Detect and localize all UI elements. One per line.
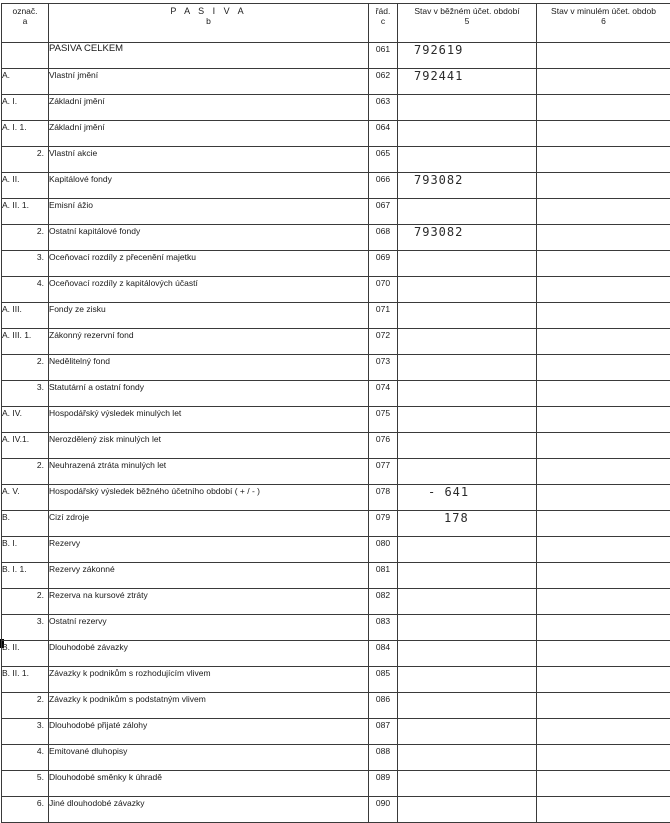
header-col-6-label: Stav v minulém účet. obdob — [537, 6, 670, 16]
row-line-number: 069 — [369, 251, 398, 277]
row-previous-period-value — [537, 693, 670, 719]
row-current-period-value — [398, 511, 537, 537]
table-row — [2, 433, 670, 459]
row-current-period-value — [398, 69, 537, 95]
row-designation-cell — [2, 589, 49, 615]
row-current-period-value — [398, 771, 537, 797]
row-item-name: Oceňovací rozdíly z přecenění majetku — [49, 251, 369, 277]
table-row — [2, 225, 670, 251]
row-designation: B. I. 1. — [2, 563, 27, 575]
row-previous-period-value — [537, 667, 670, 693]
row-line-number: 063 — [369, 95, 398, 121]
row-current-period-value — [398, 485, 537, 511]
row-item-name: Rezerva na kursové ztráty — [49, 589, 369, 615]
row-subitem-number: 2. — [37, 225, 44, 237]
row-previous-period-value — [537, 641, 670, 667]
table-body — [2, 43, 670, 823]
row-line-number: 064 — [369, 121, 398, 147]
row-designation-cell — [2, 771, 49, 797]
row-line-number: 085 — [369, 667, 398, 693]
row-current-period-value — [398, 693, 537, 719]
row-designation: A. II. — [2, 173, 19, 185]
row-item-name: Závazky k podnikům s podstatným vlivem — [49, 693, 369, 719]
row-item-name: Hospodářský výsledek minulých let — [49, 407, 369, 433]
row-item-name: Rezervy zákonné — [49, 563, 369, 589]
table-row — [2, 719, 670, 745]
row-subitem-number: 2. — [37, 147, 44, 159]
row-item-name: Zákonný rezervní fond — [49, 329, 369, 355]
row-subitem-number: 6. — [37, 797, 44, 809]
header-col-a — [2, 4, 49, 43]
row-designation: A. I. 1. — [2, 121, 27, 133]
row-designation-cell — [2, 641, 49, 667]
table-row — [2, 615, 670, 641]
row-designation-cell — [2, 459, 49, 485]
row-previous-period-value — [537, 381, 670, 407]
header-col-b-label: P A S I V A — [49, 6, 368, 16]
row-current-period-value — [398, 641, 537, 667]
table-row — [2, 771, 670, 797]
row-previous-period-value — [537, 719, 670, 745]
row-item-name: Základní jmění — [49, 95, 369, 121]
row-item-name: Nerozdělený zisk minulých let — [49, 433, 369, 459]
header-col-5 — [398, 4, 537, 43]
table-row — [2, 745, 670, 771]
table-header-row — [2, 4, 670, 43]
row-line-number: 070 — [369, 277, 398, 303]
table-row — [2, 43, 670, 69]
row-current-period-value — [398, 537, 537, 563]
current-period-amount: 793082 — [398, 225, 463, 239]
row-line-number: 074 — [369, 381, 398, 407]
row-item-name: Dlouhodobé směnky k úhradě — [49, 771, 369, 797]
row-line-number: 061 — [369, 43, 398, 69]
row-designation-cell — [2, 381, 49, 407]
row-previous-period-value — [537, 251, 670, 277]
row-designation-cell — [2, 511, 49, 537]
header-col-c — [369, 4, 398, 43]
row-item-name: Jiné dlouhodobé závazky — [49, 797, 369, 823]
row-designation: A. IV.1. — [2, 433, 29, 445]
row-item-name: Dlouhodobé závazky — [49, 641, 369, 667]
row-subitem-number: 4. — [37, 277, 44, 289]
row-current-period-value — [398, 433, 537, 459]
header-col-6-sub: 6 — [537, 16, 670, 26]
header-col-a-label: označ. — [2, 6, 48, 16]
row-line-number: 075 — [369, 407, 398, 433]
row-designation-cell — [2, 43, 49, 69]
row-current-period-value — [398, 147, 537, 173]
row-line-number: 072 — [369, 329, 398, 355]
row-item-name: Ostatní rezervy — [49, 615, 369, 641]
row-current-period-value — [398, 615, 537, 641]
row-previous-period-value — [537, 589, 670, 615]
row-line-number: 084 — [369, 641, 398, 667]
table-row — [2, 667, 670, 693]
row-item-name: Vlastní akcie — [49, 147, 369, 173]
row-designation-cell — [2, 329, 49, 355]
liabilities-table — [1, 3, 670, 823]
row-previous-period-value — [537, 43, 670, 69]
row-current-period-value — [398, 95, 537, 121]
row-item-name: Vlastní jmění — [49, 69, 369, 95]
row-line-number: 090 — [369, 797, 398, 823]
row-subitem-number: 3. — [37, 615, 44, 627]
row-item-name: Kapitálové fondy — [49, 173, 369, 199]
row-line-number: 073 — [369, 355, 398, 381]
row-designation-cell — [2, 199, 49, 225]
row-previous-period-value — [537, 771, 670, 797]
row-designation-cell — [2, 797, 49, 823]
row-designation: A. IV. — [2, 407, 22, 419]
row-designation-cell — [2, 693, 49, 719]
row-item-name: Dlouhodobé přijaté zálohy — [49, 719, 369, 745]
row-designation: B. — [2, 511, 10, 523]
row-previous-period-value — [537, 225, 670, 251]
row-current-period-value — [398, 251, 537, 277]
row-current-period-value — [398, 355, 537, 381]
table-row — [2, 459, 670, 485]
header-col-5-label: Stav v běžném účet. období — [398, 6, 536, 16]
row-previous-period-value — [537, 121, 670, 147]
row-previous-period-value — [537, 433, 670, 459]
row-previous-period-value — [537, 277, 670, 303]
table-row — [2, 589, 670, 615]
row-line-number: 076 — [369, 433, 398, 459]
row-designation-cell — [2, 69, 49, 95]
row-current-period-value — [398, 667, 537, 693]
row-item-name: Emisní ážio — [49, 199, 369, 225]
row-current-period-value — [398, 563, 537, 589]
row-designation: A. III. 1. — [2, 329, 31, 341]
row-current-period-value — [398, 277, 537, 303]
table-row — [2, 277, 670, 303]
row-item-name: Fondy ze zisku — [49, 303, 369, 329]
row-line-number: 088 — [369, 745, 398, 771]
table-row — [2, 511, 670, 537]
row-current-period-value — [398, 329, 537, 355]
row-item-name: Závazky k podnikům s rozhodujícím vlivem — [49, 667, 369, 693]
row-designation: A. III. — [2, 303, 22, 315]
row-line-number: 066 — [369, 173, 398, 199]
row-current-period-value — [398, 121, 537, 147]
row-previous-period-value — [537, 563, 670, 589]
row-item-name: Základní jmění — [49, 121, 369, 147]
row-current-period-value — [398, 745, 537, 771]
table-row — [2, 641, 670, 667]
current-period-amount: - 641 — [398, 485, 469, 499]
row-line-number: 080 — [369, 537, 398, 563]
row-designation-cell — [2, 615, 49, 641]
header-col-c-sub: c — [369, 16, 397, 26]
row-designation-cell — [2, 303, 49, 329]
row-previous-period-value — [537, 537, 670, 563]
row-line-number: 082 — [369, 589, 398, 615]
row-subitem-number: 3. — [37, 719, 44, 731]
row-item-name: Hospodářský výsledek běžného účetního období ( + / - ) — [49, 485, 369, 511]
current-period-amount: 792619 — [398, 43, 463, 57]
table-row — [2, 147, 670, 173]
row-previous-period-value — [537, 797, 670, 823]
row-current-period-value — [398, 407, 537, 433]
table-row — [2, 693, 670, 719]
row-line-number: 087 — [369, 719, 398, 745]
row-previous-period-value — [537, 147, 670, 173]
header-col-a-sub: a — [2, 16, 48, 26]
row-item-name: PASIVA CELKEM — [49, 43, 369, 69]
current-period-amount: 793082 — [398, 173, 463, 187]
row-designation-cell — [2, 251, 49, 277]
row-designation-cell — [2, 537, 49, 563]
row-designation: A. II. 1. — [2, 199, 29, 211]
row-designation-cell — [2, 355, 49, 381]
row-designation: B. II. — [2, 641, 19, 653]
row-current-period-value — [398, 43, 537, 69]
row-designation-cell — [2, 225, 49, 251]
table-row — [2, 199, 670, 225]
row-line-number: 062 — [369, 69, 398, 95]
row-current-period-value — [398, 303, 537, 329]
row-previous-period-value — [537, 69, 670, 95]
row-previous-period-value — [537, 615, 670, 641]
row-previous-period-value — [537, 485, 670, 511]
row-designation-cell — [2, 563, 49, 589]
table-row — [2, 381, 670, 407]
current-period-amount: 792441 — [398, 69, 463, 83]
row-designation-cell — [2, 667, 49, 693]
row-current-period-value — [398, 797, 537, 823]
row-item-name: Cizí zdroje — [49, 511, 369, 537]
row-subitem-number: 4. — [37, 745, 44, 757]
row-designation: B. I. — [2, 537, 17, 549]
row-line-number: 067 — [369, 199, 398, 225]
row-previous-period-value — [537, 95, 670, 121]
row-designation-cell — [2, 407, 49, 433]
header-col-5-sub: 5 — [398, 16, 536, 26]
row-current-period-value — [398, 719, 537, 745]
row-current-period-value — [398, 589, 537, 615]
row-item-name: Statutární a ostatní fondy — [49, 381, 369, 407]
header-col-6 — [537, 4, 670, 43]
row-designation: A. — [2, 69, 10, 81]
row-line-number: 078 — [369, 485, 398, 511]
row-designation-cell — [2, 121, 49, 147]
header-col-b — [49, 4, 369, 43]
row-subitem-number: 2. — [37, 459, 44, 471]
row-designation-cell — [2, 485, 49, 511]
current-period-amount: 178 — [398, 511, 469, 525]
row-current-period-value — [398, 459, 537, 485]
row-designation-cell — [2, 95, 49, 121]
row-line-number: 079 — [369, 511, 398, 537]
row-previous-period-value — [537, 407, 670, 433]
row-designation-cell — [2, 433, 49, 459]
row-previous-period-value — [537, 745, 670, 771]
row-subitem-number: 3. — [37, 381, 44, 393]
table-row — [2, 537, 670, 563]
row-designation: B. II. 1. — [2, 667, 29, 679]
row-subitem-number: 2. — [37, 355, 44, 367]
row-item-name: Rezervy — [49, 537, 369, 563]
table-row — [2, 95, 670, 121]
table-row — [2, 485, 670, 511]
row-designation-cell — [2, 277, 49, 303]
row-designation-cell — [2, 745, 49, 771]
row-previous-period-value — [537, 199, 670, 225]
row-line-number: 065 — [369, 147, 398, 173]
row-designation: A. I. — [2, 95, 17, 107]
table-row — [2, 303, 670, 329]
row-previous-period-value — [537, 303, 670, 329]
row-line-number: 081 — [369, 563, 398, 589]
row-current-period-value — [398, 381, 537, 407]
row-designation-cell — [2, 719, 49, 745]
row-current-period-value — [398, 225, 537, 251]
row-subitem-number: 5. — [37, 771, 44, 783]
row-previous-period-value — [537, 329, 670, 355]
row-previous-period-value — [537, 355, 670, 381]
table-row — [2, 251, 670, 277]
row-item-name: Nedělitelný fond — [49, 355, 369, 381]
row-line-number: 089 — [369, 771, 398, 797]
row-previous-period-value — [537, 459, 670, 485]
row-line-number: 077 — [369, 459, 398, 485]
row-line-number: 071 — [369, 303, 398, 329]
row-line-number: 086 — [369, 693, 398, 719]
table-row — [2, 329, 670, 355]
row-current-period-value — [398, 173, 537, 199]
row-previous-period-value — [537, 173, 670, 199]
table-row — [2, 121, 670, 147]
table-row — [2, 173, 670, 199]
table-row — [2, 355, 670, 381]
row-line-number: 083 — [369, 615, 398, 641]
header-col-b-sub: b — [49, 16, 368, 26]
row-line-number: 068 — [369, 225, 398, 251]
table-row — [2, 407, 670, 433]
row-subitem-number: 3. — [37, 251, 44, 263]
row-item-name: Oceňovací rozdíly z kapitálových účastí — [49, 277, 369, 303]
row-current-period-value — [398, 199, 537, 225]
row-designation-cell — [2, 147, 49, 173]
table-row — [2, 563, 670, 589]
row-item-name: Emitované dluhopisy — [49, 745, 369, 771]
row-item-name: Ostatní kapitálové fondy — [49, 225, 369, 251]
row-subitem-number: 2. — [37, 693, 44, 705]
table-row — [2, 797, 670, 823]
row-item-name: Neuhrazená ztráta minulých let — [49, 459, 369, 485]
row-designation-cell — [2, 173, 49, 199]
row-previous-period-value — [537, 511, 670, 537]
header-col-c-label: řád. — [369, 6, 397, 16]
row-subitem-number: 2. — [37, 589, 44, 601]
table-row — [2, 69, 670, 95]
row-designation: A. V. — [2, 485, 20, 497]
